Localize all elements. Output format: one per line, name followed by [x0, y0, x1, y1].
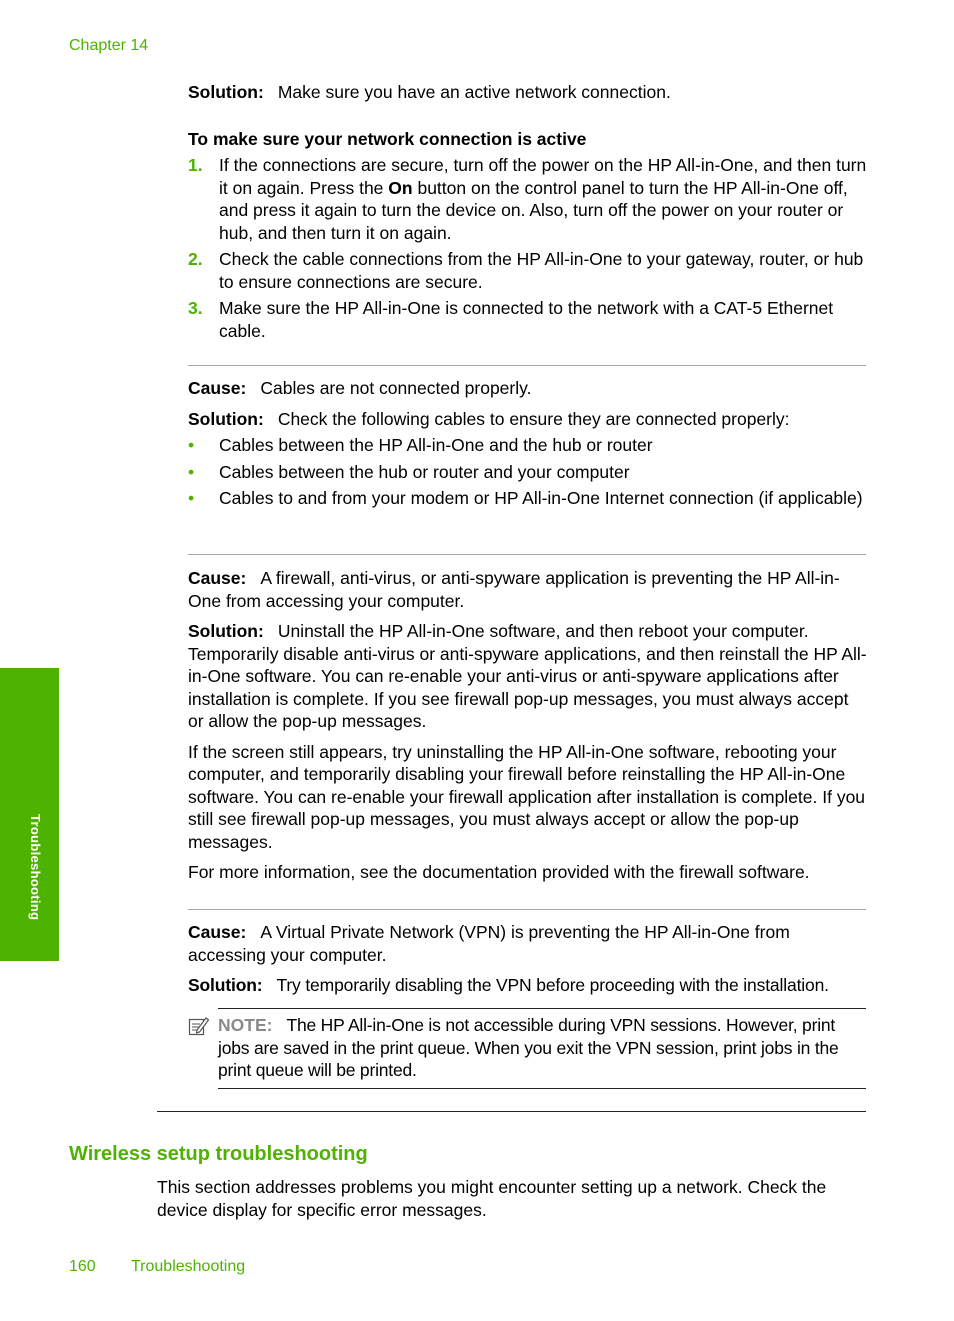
solution-paragraph [188, 81, 868, 104]
step-text: Make sure the HP All-in-One is connected to the network with a CAT-5 Ethernet cable. [219, 298, 834, 341]
cause-text: A Virtual Private Network (VPN) is preventing the HP All-in-One from accessing your computer. [188, 922, 790, 965]
solution-text: Uninstall the HP All-in-One software, and then reboot your computer. Temporarily disable anti-virus or anti-spyware applications, and then reinstall the HP All-in-One software. You can re-enable your anti-virus or anti-spyware applications after installation is complete. If you see firewall pop-up messages, you must always accept or allow the pop-up messages. [188, 621, 867, 731]
cause-label: Cause: [188, 378, 247, 398]
bullet-item [188, 461, 868, 484]
note-box [218, 1014, 868, 1082]
solution-label: Solution: [188, 408, 264, 429]
note-top-rule [218, 1008, 866, 1009]
note-bottom-rule [218, 1088, 866, 1089]
step-text: button on the control panel to turn the HP All-in-One off, and press it again to turn the device on. Also, turn off the power on your router or hub, and then turn it on again. [219, 177, 848, 243]
cause-firewall [188, 567, 868, 884]
solution-label: Solution: [188, 975, 263, 995]
footer-section-name: Troubleshooting [131, 1258, 246, 1275]
step-text: If the connections are secure, turn off the power on the HP All-in-One, and then turn it on again. Press the [219, 155, 867, 198]
divider [188, 909, 866, 910]
cause-text: Cables are not connected properly. [260, 378, 532, 398]
bullet-text: Cables between the hub or router and your computer [219, 461, 630, 482]
solution-paragraph [188, 974, 868, 997]
bullet-icon: • [188, 488, 195, 508]
step-number: 3. [188, 298, 203, 318]
solution-network-active [188, 81, 868, 342]
bullet-icon: • [188, 461, 195, 482]
chapter-header: Chapter 14 [69, 37, 149, 54]
solution-paragraph [188, 408, 868, 431]
bullet-text: Cables between the HP All-in-One and the hub or router [219, 435, 653, 455]
cause-label: Cause: [188, 568, 247, 588]
page-number: 160 [69, 1258, 96, 1275]
paragraph: If the screen still appears, try uninstalling the HP All-in-One software, rebooting your computer, and temporarily disabling your firewall before reinstalling the HP All-in-One software. You can re-enable your firewall application after installation is complete. If you still see firewall pop-up messages, you must always accept or allow the pop-up messages. [188, 741, 866, 852]
section-title: Wireless setup troubleshooting [69, 1143, 368, 1165]
cause-cables [188, 377, 868, 510]
solution-label: Solution: [188, 621, 264, 641]
step-item [188, 154, 868, 244]
cause-text: A firewall, anti-virus, or anti-spyware application is preventing the HP All-in-One from accessing your computer. [188, 568, 840, 611]
bullet-item [188, 487, 868, 510]
solution-text: Try temporarily disabling the VPN before proceeding with the installation. [276, 975, 829, 995]
section-end-rule [157, 1111, 866, 1112]
procedure-heading: To make sure your network connection is active [188, 128, 587, 149]
cause-label: Cause: [188, 922, 247, 942]
cause-vpn [188, 921, 868, 997]
solution-paragraph [188, 620, 868, 733]
note-label: NOTE: [218, 1015, 273, 1035]
divider [188, 554, 866, 555]
procedure-steps [188, 154, 868, 342]
bullet-text: Cables to and from your modem or HP All-in-One Internet connection (if applicable) [219, 488, 863, 508]
section-intro: This section addresses problems you might encounter setting up a network. Check the device display for specific error messages. [157, 1177, 827, 1220]
paragraph: For more information, see the documentation provided with the firewall software. [188, 862, 810, 882]
note-text: The HP All-in-One is not accessible during VPN sessions. However, print jobs are saved in the print queue. When you exit the VPN session, print jobs in the print queue will be printed. [218, 1015, 839, 1080]
solution-text: Check the following cables to ensure they are connected properly: [277, 408, 790, 429]
cause-paragraph [188, 921, 868, 966]
bullet-icon: • [188, 435, 195, 455]
cable-bullet-list [188, 434, 868, 510]
step-number: 2. [188, 249, 203, 269]
step-item [188, 297, 868, 342]
side-tab-label: Troubleshooting [28, 814, 43, 921]
bullet-item [188, 434, 868, 457]
step-item [188, 248, 868, 293]
divider [188, 365, 866, 366]
step-text: Check the cable connections from the HP All-in-One to your gateway, router, or hub to ensure connections are secure. [219, 249, 864, 292]
solution-text: Make sure you have an active network connection. [277, 82, 671, 102]
on-button-name: On [388, 177, 413, 198]
solution-label: Solution: [188, 82, 264, 102]
cause-paragraph [188, 567, 868, 612]
step-number: 1. [188, 155, 203, 175]
note-pencil-icon [188, 1015, 210, 1037]
cause-paragraph [188, 377, 868, 400]
